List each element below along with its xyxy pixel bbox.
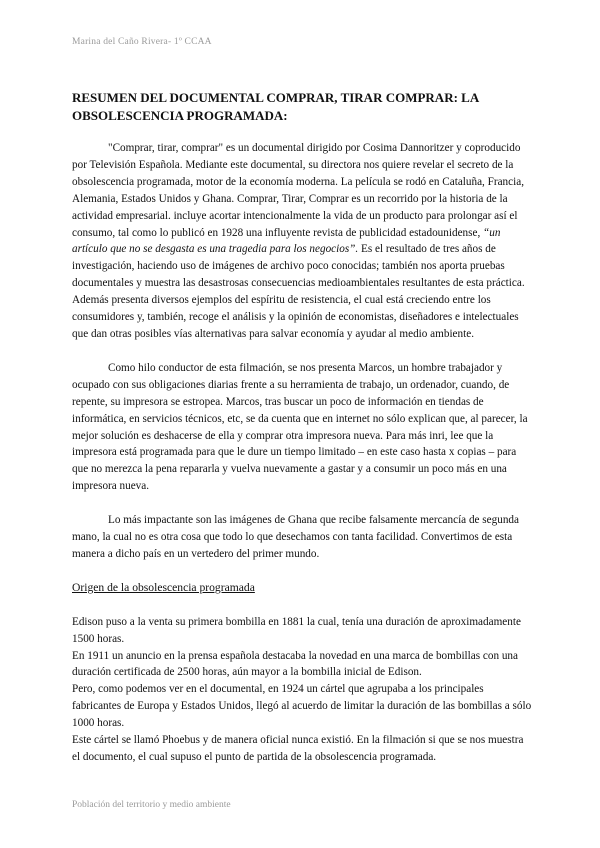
spacer bbox=[72, 563, 534, 580]
spacer bbox=[72, 597, 534, 614]
document-title: RESUMEN DEL DOCUMENTAL COMPRAR, TIRAR COMPRAR: LA OBSOLESCENCIA PROGRAMADA: bbox=[72, 90, 479, 123]
paragraph-1911: En 1911 un anuncio en la prensa española destacaba la novedad en una marca de bombillas con una duración certificada de 2500 horas, aún mayor a la bombilla inicial de Edison. bbox=[72, 649, 518, 679]
intro-text: "Comprar, tirar, comprar" es un documental dirigido por Cosima Dannoritzer y coproducido por Televisión Española. Mediante este documental, su directora nos quiere revelar el secreto de la obsolescencia programada, motor de la economía moderna. La película se rodó en Cataluña, Francia, Alemania, Estados Unidos y Ghana. Comprar, Tirar, Comprar es un recorrido por la historia de la actividad empresarial. incluye acortar intencionalmente la vida de un producto para prolongar así el consumo, tal como lo publicó en 1928 una influyente revista de publicidad estadounidense, bbox=[72, 142, 524, 239]
section-subtitle: Origen de la obsolescencia programada bbox=[72, 580, 255, 594]
paragraph-edison: Edison puso a la venta su primera bombilla en 1881 la cual, tenía una duración de aproximadamente 1500 horas. bbox=[72, 615, 521, 645]
document-body bbox=[72, 140, 534, 766]
paragraph-ghana: Lo más impactante son las imágenes de Ghana que recibe falsamente mercancía de segunda mano, la cual no es otra cosa que todo lo que desechamos con tanta facilidad. Convertimos de esta manera a dicho país en un vertedero del primer mundo. bbox=[72, 514, 519, 560]
page-header: Marina del Caño Rivera- 1º CCAA bbox=[72, 37, 212, 47]
paragraph-marcos: Como hilo conductor de esta filmación, se nos presenta Marcos, un hombre trabajador y ocupado con sus obligaciones diarias frente a su herramienta de trabajo, un ordenador, cuando, de repente, su impresora se estropea. Marcos, tras buscar un poco de información en tiendas de informática, en servicios técnicos, etc, se da cuenta que en internet no sólo explican que, al parecer, la mejor solución es deshacerse de ella y comprar otra impresora nueva. Para más inri, lee que la impresora está programada para que le dure un tiempo limitado – en este caso hasta x copias – para que no merezca la pena repararla y vuelva nuevamente a gastar y a consumir un poco más en una impresora nueva. bbox=[72, 361, 528, 493]
paragraph-phoebus: Este cártel se llamó Phoebus y de manera oficial nunca existió. En la filmación si que se nos muestra el documento, el cual supuso el punto de partida de la obsolescencia programada. bbox=[72, 734, 524, 763]
paragraph-1924: Pero, como podemos ver en el documental, en 1924 un cártel que agrupaba a los principales fabricantes de Europa y Estados Unidos, llegó al acuerdo de limitar la duración de las bombillas a sólo 1000 horas. bbox=[72, 683, 532, 730]
intro-quote: “un artículo que no se desgasta es una tragedia para los negocios”. bbox=[72, 226, 501, 256]
spacer bbox=[72, 495, 534, 512]
intro-text-cont: Es el resultado de tres años de investigación, haciendo uso de imágenes de archivo poco conocidas; también nos aporta pruebas documentales y muestra las desastrosas consecuencias medioambientales resultantes de esta práctica. Además presenta diversos ejemplos del espíritu de resistencia, el cual está creciendo entre los consumidores y, también, recoge el análisis y la opinión de economistas, diseñadores e intelectuales que dan otras posibles vías alternativas para salvar economía y ayudar al medio ambiente. bbox=[72, 243, 525, 340]
page-footer: Población del territorio y medio ambiente bbox=[72, 800, 231, 810]
spacer bbox=[72, 343, 534, 360]
paragraph-intro bbox=[72, 140, 534, 343]
